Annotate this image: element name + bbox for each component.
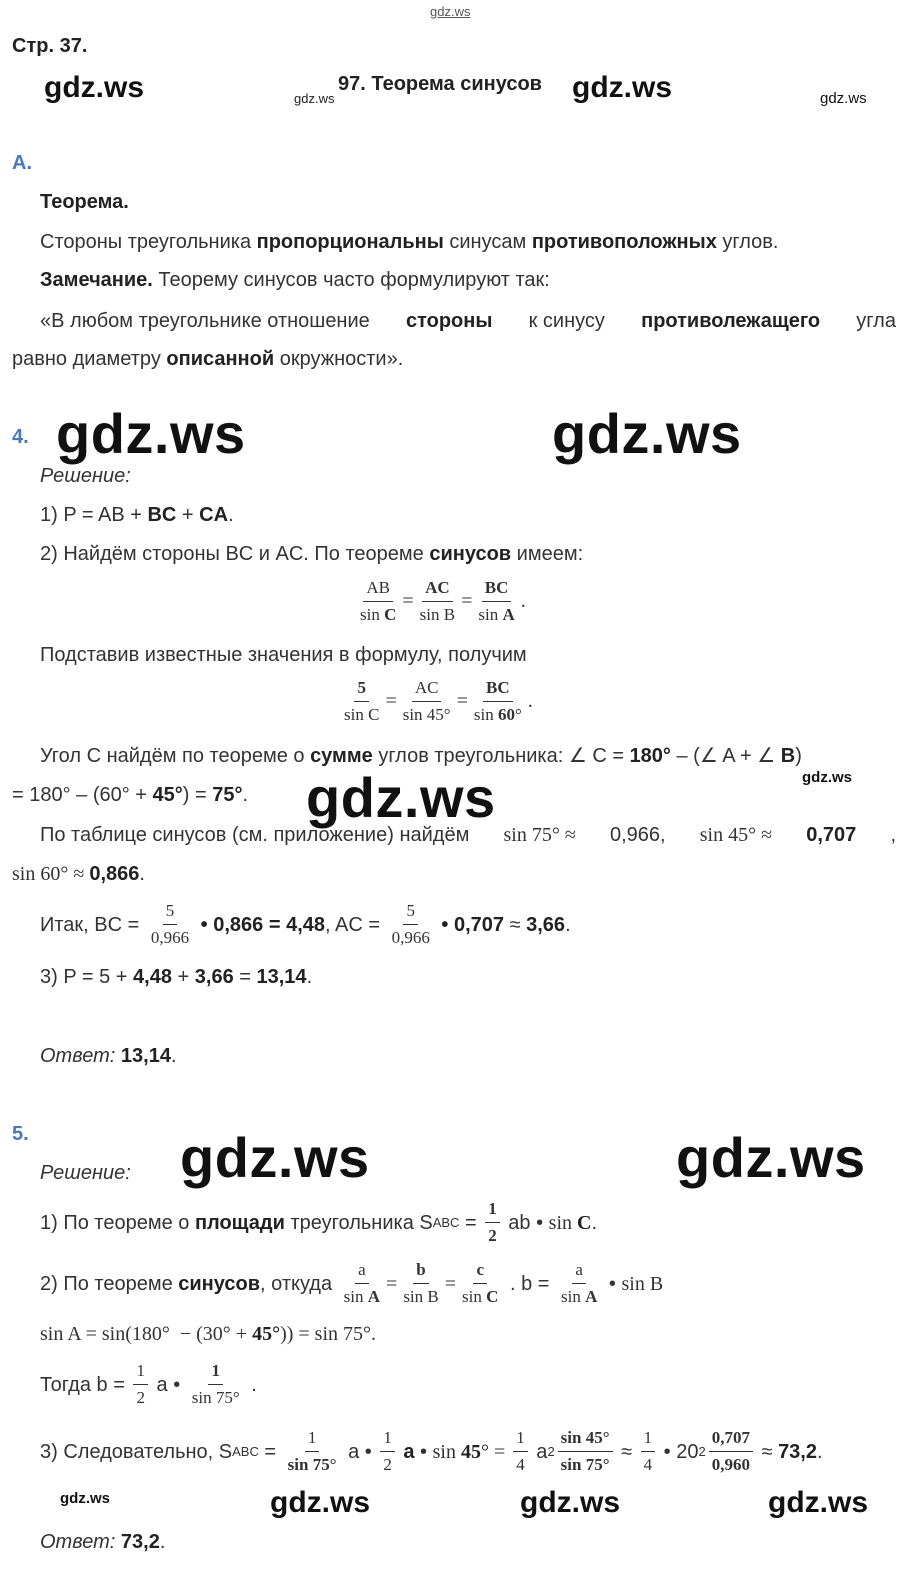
solution-text: Угол С найдём по теореме о сумме углов треугольника: ∠ C = 180° – (∠ A + ∠ B) xyxy=(40,745,802,767)
solution-text: Тогда b = $\frac{1}{2}$ a • $\frac{1}{\sin 75^\circ}$ . xyxy=(40,1361,257,1407)
solution-label: Решение: xyxy=(40,465,131,487)
theorem-heading: Теорема. xyxy=(40,191,129,213)
answer: Ответ: 73,2. xyxy=(40,1531,166,1553)
watermark: gdz.ws xyxy=(306,766,496,829)
solution-step: 3) Следовательно, S ABC = $\frac{1}{\sin 75^\circ}$ a • $\frac{1}{2}$ a • sin 45 ° = $\frac{1}{4}$ a 2 $\frac{\sin 45^\circ}{\sin 75^\circ}$ ≈ $\frac{1}{4}$ • 20 2 $\frac{0,707}{0,960}$ ≈ 73,2 . xyxy=(40,1428,823,1474)
answer: Ответ: 13,14. xyxy=(40,1045,177,1067)
page-reference: Стр. 37. xyxy=(12,35,88,57)
watermark: gdz.ws xyxy=(552,402,742,465)
watermark: gdz.ws xyxy=(44,71,145,104)
remark: Замечание. Теорему синусов часто формулируют так: xyxy=(40,269,550,291)
task-number: 5. xyxy=(12,1123,29,1145)
solution-text: sin A = sin(180° − (30° + 45°)) = sin 75°. xyxy=(40,1323,377,1345)
solution-label: Решение: xyxy=(40,1162,131,1184)
solution-text: Подставив известные значения в формулу, получим xyxy=(40,644,527,666)
task-number: 4. xyxy=(12,426,29,448)
solution-result: Итак, BC = $\frac{5}{0,966}$ • 0,866 = 4,48 , AC = $\frac{5}{0,966}$ • 0,707 ≈ 3,66 . xyxy=(40,901,571,947)
solution-text: sin 60° ≈ 0,866. xyxy=(12,863,145,885)
solution-step: 1) P = AB + BC + CA. xyxy=(40,504,234,526)
topic-title: 97. Теорема синусов xyxy=(338,73,542,95)
watermark: gdz.ws xyxy=(270,1486,371,1519)
watermark: gdz.ws xyxy=(768,1486,869,1519)
solution-text: = 180° – (60° + 45°) = 75°. xyxy=(12,784,249,806)
watermark: gdz.ws xyxy=(294,91,335,106)
theorem-text: Стороны треугольника пропорциональны синусам противоположных углов. xyxy=(40,231,779,253)
solution-step: 2) По теореме синусов , откуда $\frac{a}{\text{sin A}}$ = $\frac{b}{\text{sin B}}$ = $\frac{c}{\text{sin C}}$ . b = $\frac{a}{\text{sin A}}$ • sin B xyxy=(40,1260,664,1306)
solution-text: По таблице синусов (см. приложение) найдём sin 75° ≈ 0,966, sin 45° ≈ 0,707 , xyxy=(40,824,896,846)
watermark: gdz.ws xyxy=(520,1486,621,1519)
watermark: gdz.ws xyxy=(820,90,867,107)
watermark: gdz.ws xyxy=(60,1490,111,1507)
watermark: gdz.ws xyxy=(56,402,246,465)
formula: $\frac{AB}{\text{sin C}}$ = $\frac{AC}{\text{sin B}}$ = $\frac{BC}{\text{sin A}}$ . xyxy=(360,578,526,624)
solution-step: 3) P = 5 + 4,48 + 3,66 = 13,14. xyxy=(40,966,313,988)
solution-step: 2) Найдём стороны BC и AC. По теореме синусов имеем: xyxy=(40,543,584,565)
watermark: gdz.ws xyxy=(180,1126,370,1189)
solution-step: 1) По теореме о площади треугольника S ABC = $\frac{1}{2}$ ab • sin C . xyxy=(40,1199,598,1245)
formula: $\frac{5}{\text{sin C}}$ = $\frac{AC}{\sin 45^\circ}$ = $\frac{BC}{\sin 60^\circ}$ . xyxy=(344,678,533,724)
watermark: gdz.ws xyxy=(430,4,471,19)
quote-line: равно диаметру описанной окружности». xyxy=(12,348,404,370)
watermark: gdz.ws xyxy=(676,1126,866,1189)
watermark: gdz.ws xyxy=(572,71,673,104)
watermark: gdz.ws xyxy=(802,769,853,786)
section-label: А. xyxy=(12,152,32,174)
quote-line: «В любом треугольнике отношение стороны к синусу противолежащего угла xyxy=(40,310,896,332)
